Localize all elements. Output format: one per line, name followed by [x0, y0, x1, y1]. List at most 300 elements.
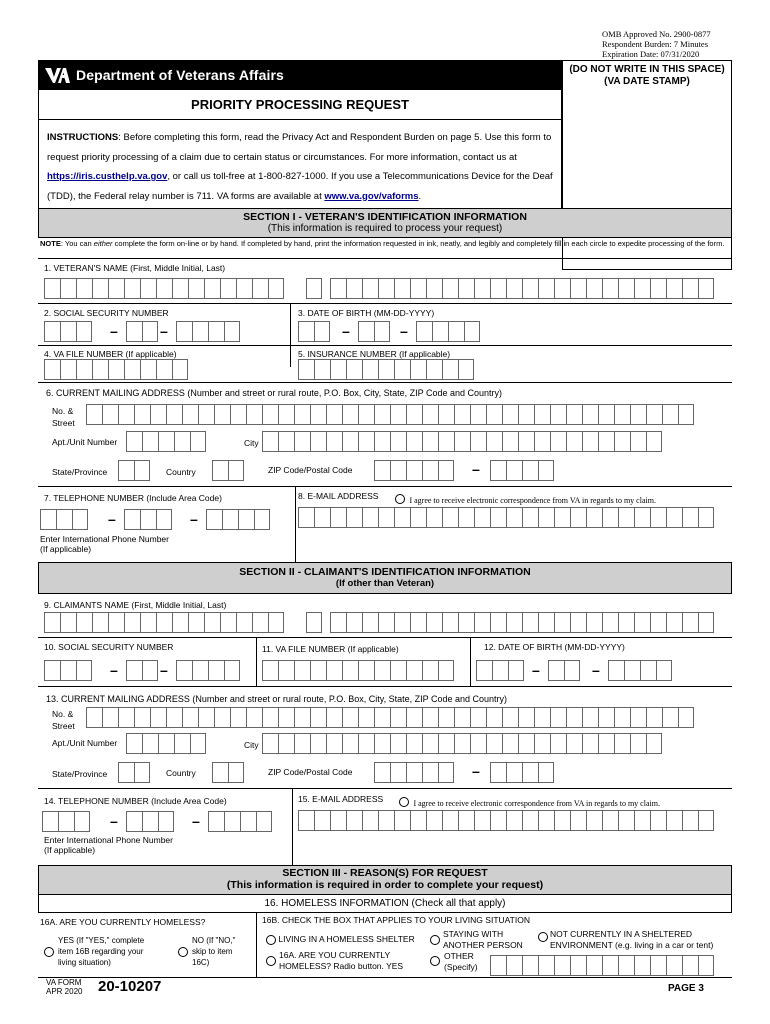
char-box[interactable] [374, 707, 390, 728]
char-box[interactable] [278, 660, 294, 681]
char-box[interactable] [522, 955, 538, 976]
char-box[interactable] [618, 955, 634, 976]
char-box[interactable] [228, 460, 244, 481]
char-box[interactable] [294, 404, 310, 425]
char-box[interactable] [548, 660, 564, 681]
char-box[interactable] [534, 707, 550, 728]
char-box[interactable] [426, 612, 442, 633]
char-box[interactable] [192, 660, 208, 681]
char-box[interactable] [474, 810, 490, 831]
char-box[interactable] [220, 278, 236, 299]
char-box[interactable] [378, 359, 394, 380]
char-box[interactable] [314, 810, 330, 831]
char-box[interactable] [618, 810, 634, 831]
char-box[interactable] [454, 733, 470, 754]
char-box[interactable] [486, 431, 502, 452]
char-box[interactable] [262, 404, 278, 425]
veteran-email-boxes[interactable] [298, 507, 714, 528]
char-box[interactable] [422, 707, 438, 728]
char-box[interactable] [224, 811, 240, 832]
char-box[interactable] [682, 810, 698, 831]
claimant-phone-area[interactable] [42, 811, 90, 832]
char-box[interactable] [310, 404, 326, 425]
char-box[interactable] [278, 707, 294, 728]
char-box[interactable] [518, 431, 534, 452]
char-box[interactable] [294, 707, 310, 728]
veteran-file-number-boxes[interactable] [44, 359, 188, 380]
char-box[interactable] [650, 612, 666, 633]
char-box[interactable] [666, 612, 682, 633]
char-box[interactable] [268, 278, 284, 299]
char-box[interactable] [378, 507, 394, 528]
char-box[interactable] [508, 660, 524, 681]
veteran-middle-initial-box[interactable] [306, 278, 322, 299]
veteran-city-boxes[interactable] [262, 431, 662, 452]
char-box[interactable] [470, 707, 486, 728]
char-box[interactable] [458, 359, 474, 380]
char-box[interactable] [374, 404, 390, 425]
char-box[interactable] [538, 507, 554, 528]
char-box[interactable] [358, 733, 374, 754]
char-box[interactable] [656, 660, 672, 681]
char-box[interactable] [698, 810, 714, 831]
char-box[interactable] [538, 612, 554, 633]
char-box[interactable] [176, 321, 192, 342]
char-box[interactable] [174, 431, 190, 452]
other-specify-boxes[interactable] [490, 955, 714, 976]
char-box[interactable] [522, 612, 538, 633]
char-box[interactable] [422, 404, 438, 425]
char-box[interactable] [140, 509, 156, 530]
char-box[interactable] [454, 404, 470, 425]
homeless-yes-option[interactable] [44, 935, 144, 968]
char-box[interactable] [158, 431, 174, 452]
char-box[interactable] [586, 278, 602, 299]
char-box[interactable] [362, 278, 378, 299]
claimant-zip-boxes[interactable] [374, 762, 454, 783]
homeless-yes-radio[interactable] [44, 947, 54, 957]
char-box[interactable] [490, 762, 506, 783]
char-box[interactable] [522, 810, 538, 831]
char-box[interactable] [166, 404, 182, 425]
char-box[interactable] [188, 612, 204, 633]
char-box[interactable] [442, 278, 458, 299]
char-box[interactable] [278, 404, 294, 425]
char-box[interactable] [634, 278, 650, 299]
char-box[interactable] [362, 507, 378, 528]
char-box[interactable] [60, 278, 76, 299]
char-box[interactable] [438, 762, 454, 783]
char-box[interactable] [124, 359, 140, 380]
char-box[interactable] [140, 278, 156, 299]
char-box[interactable] [538, 810, 554, 831]
char-box[interactable] [634, 955, 650, 976]
char-box[interactable] [256, 811, 272, 832]
char-box[interactable] [550, 431, 566, 452]
char-box[interactable] [142, 660, 158, 681]
char-box[interactable] [326, 404, 342, 425]
claimant-email-consent[interactable] [399, 793, 660, 811]
char-box[interactable] [76, 321, 92, 342]
char-box[interactable] [142, 733, 158, 754]
shelter-radio[interactable] [266, 935, 276, 945]
char-box[interactable] [142, 431, 158, 452]
char-box[interactable] [156, 359, 172, 380]
veteran-dob-year[interactable] [416, 321, 480, 342]
char-box[interactable] [566, 707, 582, 728]
char-box[interactable] [490, 460, 506, 481]
char-box[interactable] [678, 707, 694, 728]
char-box[interactable] [306, 278, 322, 299]
char-box[interactable] [172, 359, 188, 380]
char-box[interactable] [454, 431, 470, 452]
char-box[interactable] [86, 707, 102, 728]
char-box[interactable] [506, 507, 522, 528]
veteran-apt-boxes[interactable] [126, 431, 206, 452]
char-box[interactable] [108, 359, 124, 380]
claimant-city-boxes[interactable] [262, 733, 662, 754]
char-box[interactable] [534, 404, 550, 425]
char-box[interactable] [586, 955, 602, 976]
char-box[interactable] [310, 733, 326, 754]
char-box[interactable] [666, 955, 682, 976]
char-box[interactable] [60, 612, 76, 633]
char-box[interactable] [534, 733, 550, 754]
char-box[interactable] [502, 404, 518, 425]
char-box[interactable] [102, 707, 118, 728]
char-box[interactable] [140, 359, 156, 380]
claimant-first-name-boxes[interactable] [44, 612, 284, 633]
option-other[interactable] [430, 951, 478, 973]
char-box[interactable] [538, 762, 554, 783]
char-box[interactable] [630, 733, 646, 754]
char-box[interactable] [236, 612, 252, 633]
char-box[interactable] [182, 707, 198, 728]
char-box[interactable] [358, 404, 374, 425]
char-box[interactable] [314, 359, 330, 380]
char-box[interactable] [172, 278, 188, 299]
char-box[interactable] [470, 733, 486, 754]
char-box[interactable] [158, 811, 174, 832]
char-box[interactable] [608, 660, 624, 681]
char-box[interactable] [76, 612, 92, 633]
char-box[interactable] [134, 707, 150, 728]
char-box[interactable] [346, 810, 362, 831]
char-box[interactable] [406, 460, 422, 481]
char-box[interactable] [570, 810, 586, 831]
veteran-last-name-boxes[interactable] [330, 278, 714, 299]
char-box[interactable] [554, 810, 570, 831]
char-box[interactable] [698, 612, 714, 633]
veteran-zip-ext-boxes[interactable] [490, 460, 554, 481]
char-box[interactable] [506, 612, 522, 633]
char-box[interactable] [586, 507, 602, 528]
char-box[interactable] [298, 321, 314, 342]
char-box[interactable] [618, 278, 634, 299]
char-box[interactable] [582, 431, 598, 452]
char-box[interactable] [394, 359, 410, 380]
homeless-no-radio[interactable] [178, 947, 188, 957]
char-box[interactable] [326, 733, 342, 754]
char-box[interactable] [212, 460, 228, 481]
char-box[interactable] [246, 404, 262, 425]
char-box[interactable] [198, 404, 214, 425]
char-box[interactable] [326, 660, 342, 681]
char-box[interactable] [182, 404, 198, 425]
char-box[interactable] [174, 733, 190, 754]
char-box[interactable] [458, 278, 474, 299]
char-box[interactable] [682, 612, 698, 633]
char-box[interactable] [650, 507, 666, 528]
char-box[interactable] [438, 733, 454, 754]
char-box[interactable] [358, 707, 374, 728]
char-box[interactable] [156, 278, 172, 299]
char-box[interactable] [294, 733, 310, 754]
char-box[interactable] [208, 811, 224, 832]
char-box[interactable] [222, 509, 238, 530]
char-box[interactable] [118, 404, 134, 425]
char-box[interactable] [564, 660, 580, 681]
char-box[interactable] [502, 733, 518, 754]
char-box[interactable] [598, 431, 614, 452]
char-box[interactable] [506, 278, 522, 299]
char-box[interactable] [156, 509, 172, 530]
char-box[interactable] [214, 404, 230, 425]
char-box[interactable] [634, 810, 650, 831]
iris-link[interactable]: https://iris.custhelp.va.gov [47, 171, 168, 182]
char-box[interactable] [374, 762, 390, 783]
char-box[interactable] [390, 762, 406, 783]
char-box[interactable] [554, 612, 570, 633]
char-box[interactable] [230, 404, 246, 425]
char-box[interactable] [406, 762, 422, 783]
char-box[interactable] [474, 612, 490, 633]
char-box[interactable] [236, 278, 252, 299]
claimant-phone-line[interactable] [208, 811, 272, 832]
char-box[interactable] [310, 707, 326, 728]
char-box[interactable] [192, 321, 208, 342]
char-box[interactable] [92, 359, 108, 380]
claimant-ssn-part3[interactable] [176, 660, 240, 681]
char-box[interactable] [682, 278, 698, 299]
char-box[interactable] [486, 707, 502, 728]
char-box[interactable] [698, 955, 714, 976]
char-box[interactable] [422, 762, 438, 783]
char-box[interactable] [76, 660, 92, 681]
char-box[interactable] [666, 278, 682, 299]
claimant-street-boxes[interactable] [86, 707, 694, 728]
char-box[interactable] [310, 660, 326, 681]
char-box[interactable] [358, 431, 374, 452]
char-box[interactable] [220, 612, 236, 633]
char-box[interactable] [682, 507, 698, 528]
char-box[interactable] [502, 431, 518, 452]
char-box[interactable] [438, 460, 454, 481]
char-box[interactable] [598, 707, 614, 728]
veteran-zip-boxes[interactable] [374, 460, 454, 481]
char-box[interactable] [58, 811, 74, 832]
char-box[interactable] [438, 404, 454, 425]
char-box[interactable] [238, 509, 254, 530]
char-box[interactable] [438, 707, 454, 728]
char-box[interactable] [76, 278, 92, 299]
char-box[interactable] [666, 507, 682, 528]
char-box[interactable] [438, 431, 454, 452]
homeless-no-option[interactable] [178, 935, 235, 968]
char-box[interactable] [422, 660, 438, 681]
veteran-ssn-part2[interactable] [126, 321, 158, 342]
char-box[interactable] [362, 810, 378, 831]
char-box[interactable] [438, 660, 454, 681]
char-box[interactable] [390, 733, 406, 754]
char-box[interactable] [56, 509, 72, 530]
char-box[interactable] [406, 733, 422, 754]
char-box[interactable] [570, 612, 586, 633]
char-box[interactable] [390, 660, 406, 681]
char-box[interactable] [458, 612, 474, 633]
claimant-ssn-part1[interactable] [44, 660, 92, 681]
char-box[interactable] [454, 707, 470, 728]
char-box[interactable] [582, 707, 598, 728]
char-box[interactable] [682, 955, 698, 976]
char-box[interactable] [306, 612, 322, 633]
char-box[interactable] [240, 811, 256, 832]
char-box[interactable] [142, 811, 158, 832]
char-box[interactable] [502, 707, 518, 728]
char-box[interactable] [326, 431, 342, 452]
char-box[interactable] [108, 278, 124, 299]
char-box[interactable] [582, 404, 598, 425]
char-box[interactable] [550, 707, 566, 728]
veteran-first-name-boxes[interactable] [44, 278, 284, 299]
char-box[interactable] [602, 278, 618, 299]
char-box[interactable] [262, 660, 278, 681]
char-box[interactable] [158, 733, 174, 754]
char-box[interactable] [74, 811, 90, 832]
char-box[interactable] [518, 733, 534, 754]
char-box[interactable] [422, 460, 438, 481]
char-box[interactable] [212, 762, 228, 783]
char-box[interactable] [358, 321, 374, 342]
char-box[interactable] [118, 707, 134, 728]
char-box[interactable] [650, 955, 666, 976]
char-box[interactable] [406, 660, 422, 681]
char-box[interactable] [614, 707, 630, 728]
char-box[interactable] [630, 431, 646, 452]
char-box[interactable] [522, 278, 538, 299]
char-box[interactable] [432, 321, 448, 342]
char-box[interactable] [630, 707, 646, 728]
char-box[interactable] [108, 612, 124, 633]
char-box[interactable] [190, 733, 206, 754]
char-box[interactable] [204, 612, 220, 633]
char-box[interactable] [298, 810, 314, 831]
char-box[interactable] [124, 509, 140, 530]
char-box[interactable] [298, 507, 314, 528]
email-consent-radio[interactable] [395, 494, 405, 504]
char-box[interactable] [614, 431, 630, 452]
char-box[interactable] [602, 955, 618, 976]
char-box[interactable] [598, 404, 614, 425]
claimant-file-number-boxes[interactable] [262, 660, 454, 681]
char-box[interactable] [570, 955, 586, 976]
char-box[interactable] [346, 507, 362, 528]
char-box[interactable] [374, 733, 390, 754]
char-box[interactable] [60, 321, 76, 342]
char-box[interactable] [126, 733, 142, 754]
char-box[interactable] [198, 707, 214, 728]
staying-radio[interactable] [430, 935, 440, 945]
char-box[interactable] [476, 660, 492, 681]
char-box[interactable] [298, 359, 314, 380]
char-box[interactable] [330, 278, 346, 299]
veteran-dob-month[interactable] [298, 321, 330, 342]
char-box[interactable] [464, 321, 480, 342]
char-box[interactable] [374, 431, 390, 452]
char-box[interactable] [506, 955, 522, 976]
char-box[interactable] [262, 431, 278, 452]
char-box[interactable] [394, 810, 410, 831]
char-box[interactable] [534, 431, 550, 452]
char-box[interactable] [44, 612, 60, 633]
veteran-street-boxes[interactable] [86, 404, 694, 425]
claimant-email-boxes[interactable] [298, 810, 714, 831]
char-box[interactable] [374, 660, 390, 681]
char-box[interactable] [634, 507, 650, 528]
char-box[interactable] [60, 660, 76, 681]
char-box[interactable] [76, 359, 92, 380]
char-box[interactable] [92, 612, 108, 633]
char-box[interactable] [602, 507, 618, 528]
char-box[interactable] [330, 810, 346, 831]
char-box[interactable] [342, 404, 358, 425]
char-box[interactable] [618, 612, 634, 633]
char-box[interactable] [470, 431, 486, 452]
char-box[interactable] [518, 404, 534, 425]
char-box[interactable] [390, 460, 406, 481]
char-box[interactable] [442, 810, 458, 831]
char-box[interactable] [362, 359, 378, 380]
char-box[interactable] [134, 460, 150, 481]
char-box[interactable] [252, 278, 268, 299]
char-box[interactable] [554, 955, 570, 976]
char-box[interactable] [630, 404, 646, 425]
char-box[interactable] [602, 612, 618, 633]
char-box[interactable] [506, 460, 522, 481]
veteran-ssn-part1[interactable] [44, 321, 92, 342]
char-box[interactable] [208, 660, 224, 681]
char-box[interactable] [118, 460, 134, 481]
char-box[interactable] [538, 460, 554, 481]
char-box[interactable] [490, 810, 506, 831]
char-box[interactable] [490, 507, 506, 528]
char-box[interactable] [490, 612, 506, 633]
char-box[interactable] [650, 278, 666, 299]
char-box[interactable] [172, 612, 188, 633]
char-box[interactable] [646, 404, 662, 425]
claimant-last-name-boxes[interactable] [330, 612, 714, 633]
char-box[interactable] [550, 733, 566, 754]
char-box[interactable] [538, 955, 554, 976]
char-box[interactable] [124, 278, 140, 299]
char-box[interactable] [506, 762, 522, 783]
char-box[interactable] [346, 278, 362, 299]
char-box[interactable] [618, 507, 634, 528]
char-box[interactable] [426, 359, 442, 380]
char-box[interactable] [662, 404, 678, 425]
char-box[interactable] [394, 612, 410, 633]
veteran-ssn-part3[interactable] [176, 321, 240, 342]
